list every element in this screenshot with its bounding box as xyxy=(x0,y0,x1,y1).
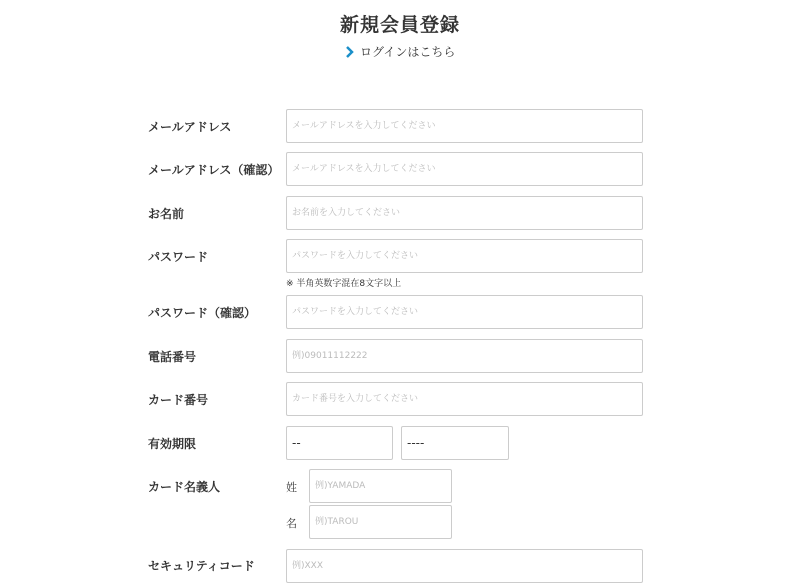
email-input[interactable] xyxy=(286,109,643,143)
last-name-input[interactable] xyxy=(309,469,452,503)
expiry-month-select[interactable]: -- xyxy=(286,426,393,460)
phone-label: 電話番号 xyxy=(148,350,197,364)
email-label: メールアドレス xyxy=(148,120,232,134)
password-confirm-label: パスワード（確認） xyxy=(148,306,257,320)
security-code-label: セキュリティコード xyxy=(148,559,255,573)
card-number-label: カード番号 xyxy=(148,393,209,407)
password-confirm-input[interactable] xyxy=(286,295,643,329)
first-name-input[interactable] xyxy=(309,505,452,539)
password-note: ※ 半角英数字混在8文字以上 xyxy=(286,279,402,289)
chevron-right-icon xyxy=(344,45,356,59)
first-name-label: 名 xyxy=(286,517,297,530)
expiry-label: 有効期限 xyxy=(148,437,197,451)
password-input[interactable] xyxy=(286,239,643,273)
phone-input[interactable] xyxy=(286,339,643,373)
name-label: お名前 xyxy=(148,207,185,221)
card-holder-label: カード名義人 xyxy=(148,480,221,494)
password-label: パスワード xyxy=(148,250,209,264)
email-confirm-input[interactable] xyxy=(286,152,643,186)
login-link-label[interactable]: ログインはこちら xyxy=(360,45,456,59)
expiry-year-select[interactable]: ---- xyxy=(401,426,509,460)
email-confirm-label: メールアドレス（確認） xyxy=(148,163,280,177)
last-name-label: 姓 xyxy=(286,481,297,494)
login-link[interactable] xyxy=(344,43,455,60)
name-input[interactable] xyxy=(286,196,643,230)
page-title: 新規会員登録 xyxy=(339,14,460,36)
card-number-input[interactable] xyxy=(286,382,643,416)
security-code-input[interactable] xyxy=(286,549,643,583)
